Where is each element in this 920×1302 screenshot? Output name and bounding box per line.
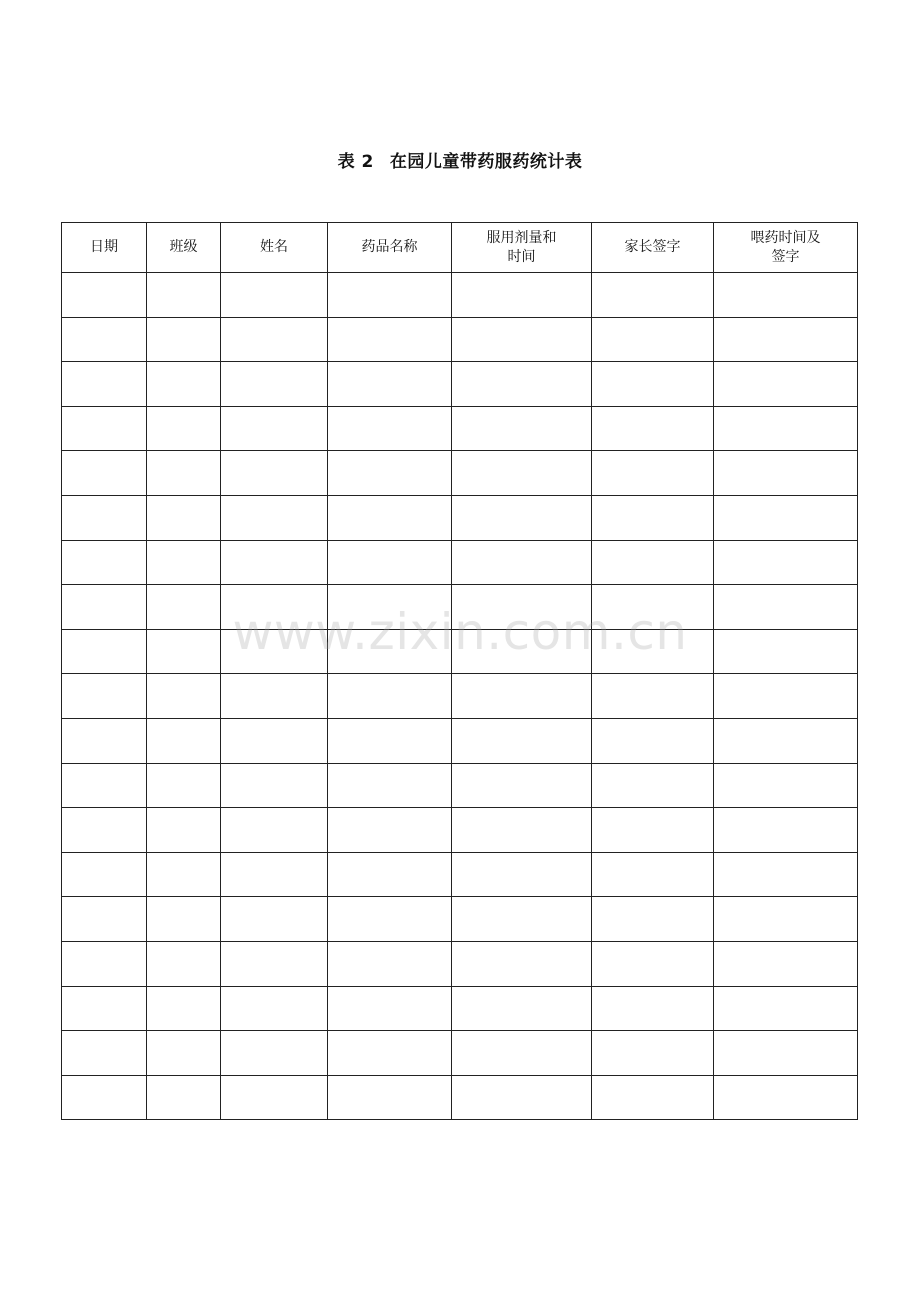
table-cell: [452, 941, 592, 986]
table-cell: [328, 1075, 452, 1120]
table-cell: [592, 451, 714, 496]
table-cell: [592, 629, 714, 674]
header-row: [62, 223, 858, 273]
table-cell: [714, 986, 858, 1031]
table-cell: [221, 718, 328, 763]
table-cell: [62, 674, 147, 719]
document-title: [0, 147, 920, 172]
table-cell: [147, 273, 221, 318]
table-cell: [592, 317, 714, 362]
table-cell: [714, 718, 858, 763]
table-cell: [452, 451, 592, 496]
table-cell: [328, 1031, 452, 1076]
table-cell: [592, 763, 714, 808]
table-cell: [328, 808, 452, 853]
table-cell: [714, 273, 858, 318]
table-cell: [328, 317, 452, 362]
table-cell: [221, 273, 328, 318]
table-cell: [147, 406, 221, 451]
table-row: [62, 317, 858, 362]
table-cell: [592, 1031, 714, 1076]
table-cell: [147, 763, 221, 808]
table-cell: [221, 406, 328, 451]
table-row: [62, 406, 858, 451]
title-text: 在园儿童带药服药统计表: [389, 152, 583, 172]
table-cell: [62, 986, 147, 1031]
table-cell: [714, 674, 858, 719]
table-cell: [452, 406, 592, 451]
table-cell: [452, 495, 592, 540]
header-class: 班级: [147, 223, 221, 273]
header-dosage-time: 服用剂量和 时间: [452, 223, 592, 273]
table-cell: [328, 406, 452, 451]
table-cell: [452, 897, 592, 942]
table-cell: [147, 718, 221, 763]
table-cell: [714, 763, 858, 808]
table-cell: [221, 585, 328, 630]
table-cell: [592, 540, 714, 585]
table-cell: [714, 451, 858, 496]
table-cell: [62, 763, 147, 808]
table-cell: [592, 986, 714, 1031]
table-cell: [328, 674, 452, 719]
table-cell: [221, 495, 328, 540]
table-row: [62, 1031, 858, 1076]
table-cell: [592, 1075, 714, 1120]
watermark: www.zixin.com.cn: [232, 603, 688, 661]
title-number: 表 2: [337, 152, 374, 172]
table-row: [62, 852, 858, 897]
table-cell: [452, 674, 592, 719]
table-row: [62, 495, 858, 540]
table-cell: [221, 451, 328, 496]
table-cell: [452, 540, 592, 585]
table-cell: [147, 495, 221, 540]
table-cell: [328, 362, 452, 407]
table-cell: [452, 986, 592, 1031]
table-row: [62, 585, 858, 630]
table-cell: [714, 629, 858, 674]
table-cell: [714, 941, 858, 986]
table-row: [62, 941, 858, 986]
table-cell: [62, 808, 147, 853]
table-row: [62, 808, 858, 853]
table-row: [62, 897, 858, 942]
table-cell: [62, 406, 147, 451]
table-cell: [147, 451, 221, 496]
table-cell: [452, 808, 592, 853]
table-cell: [592, 897, 714, 942]
table-cell: [147, 986, 221, 1031]
table-cell: [452, 1031, 592, 1076]
table-cell: [714, 317, 858, 362]
table-cell: [147, 362, 221, 407]
table-body: [62, 273, 858, 1120]
table-cell: [62, 273, 147, 318]
table-cell: [452, 763, 592, 808]
table-cell: [62, 852, 147, 897]
table-cell: [452, 1075, 592, 1120]
table-cell: [221, 897, 328, 942]
table-cell: [221, 808, 328, 853]
table-cell: [147, 941, 221, 986]
table-cell: [62, 451, 147, 496]
table-cell: [221, 317, 328, 362]
table-cell: [328, 718, 452, 763]
table-row: [62, 674, 858, 719]
table-cell: [147, 629, 221, 674]
table-cell: [714, 406, 858, 451]
table-cell: [62, 1031, 147, 1076]
table-cell: [714, 1031, 858, 1076]
table-cell: [62, 540, 147, 585]
table-cell: [147, 317, 221, 362]
table-cell: [592, 362, 714, 407]
table-cell: [62, 941, 147, 986]
table-cell: [328, 986, 452, 1031]
table-cell: [592, 674, 714, 719]
table-cell: [592, 406, 714, 451]
table-cell: [221, 540, 328, 585]
table-cell: [221, 852, 328, 897]
table-cell: [221, 763, 328, 808]
table-cell: [714, 540, 858, 585]
table-cell: [592, 585, 714, 630]
table-cell: [328, 763, 452, 808]
table-row: [62, 273, 858, 318]
table-cell: [714, 362, 858, 407]
table-cell: [147, 540, 221, 585]
table-cell: [328, 451, 452, 496]
table-row: [62, 451, 858, 496]
table-cell: [221, 1075, 328, 1120]
table-cell: [62, 897, 147, 942]
table-cell: [714, 495, 858, 540]
table-cell: [452, 629, 592, 674]
table-cell: [592, 852, 714, 897]
table-row: [62, 718, 858, 763]
table-row: [62, 1075, 858, 1120]
table-row: [62, 629, 858, 674]
table-cell: [147, 585, 221, 630]
table-cell: [62, 718, 147, 763]
table-cell: [452, 585, 592, 630]
table-cell: [147, 1075, 221, 1120]
table-cell: [328, 629, 452, 674]
table-cell: [328, 941, 452, 986]
table-row: [62, 763, 858, 808]
table-cell: [592, 273, 714, 318]
medication-record-table: [61, 222, 858, 1120]
table-cell: [592, 808, 714, 853]
table-cell: [328, 495, 452, 540]
table-cell: [221, 986, 328, 1031]
table-cell: [147, 897, 221, 942]
table-row: [62, 540, 858, 585]
table-cell: [328, 897, 452, 942]
table-cell: [714, 585, 858, 630]
table-cell: [452, 852, 592, 897]
table-cell: [147, 852, 221, 897]
table-cell: [452, 273, 592, 318]
table-cell: [328, 585, 452, 630]
header-feeding-time-signature: 喂药时间及 签字: [714, 223, 858, 273]
table-cell: [221, 1031, 328, 1076]
table-cell: [147, 1031, 221, 1076]
table-cell: [221, 629, 328, 674]
table-cell: [714, 1075, 858, 1120]
table-cell: [714, 808, 858, 853]
table-cell: [592, 718, 714, 763]
header-medicine-name: 药品名称: [328, 223, 452, 273]
table-cell: [452, 718, 592, 763]
table-cell: [62, 317, 147, 362]
table-cell: [592, 941, 714, 986]
table-cell: [62, 585, 147, 630]
table-cell: [328, 273, 452, 318]
table-cell: [221, 941, 328, 986]
table-cell: [62, 1075, 147, 1120]
header-date: 日期: [62, 223, 147, 273]
table-cell: [714, 852, 858, 897]
header-name: 姓名: [221, 223, 328, 273]
table-cell: [62, 495, 147, 540]
table-cell: [328, 852, 452, 897]
table-cell: [62, 362, 147, 407]
table-row: [62, 362, 858, 407]
table-row: [62, 986, 858, 1031]
table-cell: [714, 897, 858, 942]
table-cell: [328, 540, 452, 585]
table-cell: [147, 674, 221, 719]
table-cell: [221, 362, 328, 407]
table-cell: [147, 808, 221, 853]
table-cell: [452, 362, 592, 407]
table-cell: [452, 317, 592, 362]
table-cell: [592, 495, 714, 540]
table-cell: [62, 629, 147, 674]
table-cell: [221, 674, 328, 719]
header-parent-signature: 家长签字: [592, 223, 714, 273]
